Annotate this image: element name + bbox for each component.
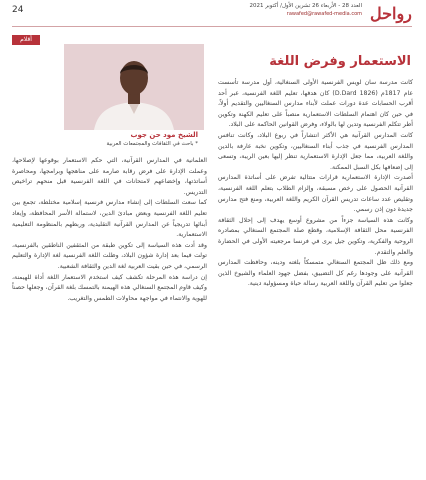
paragraph: العلمانية في المدارس القرآنية، التي حكم الاستعمار بوقوعها لإصلاحها، وعملت الإدارة على فرض رقابة صارمة على مناهجها وبرامجها، ومحاصرة أساتذتها، وإخضاعهم لامتحانات في اللغة الفرنسية قبل منحهم تراخيص التدريس. <box>12 157 207 196</box>
paragraph: كانت مدرسة سان لويس الفرنسية الأولى السنغالية، أول مدرسة تأسست عام 1817م (1826 D.Dard) كان هدفها، تعليم اللغة الفرنسية، عبر أحد أقرب الحسابات عدة دورات عملت لأبناء مدارس السنغاليين والتقديم أولاً، في حين كان اهتمام السلطات الاستعمارية منصباً على تعليم الكهنة وتكوين أطر تتكلم الفرنسية وتدين لها بالولاء، وفرض القوانين الحاكمة على البلاد. <box>218 79 413 129</box>
paragraph: وكانت هذه السياسة جزءاً من مشروع أوسع يهدف إلى إحلال الثقافة الفرنسية محل الثقافة الإسلامية، وقطع صلة المجتمع السنغالي بمصادره الروحية والفكرية، وتكوين جيل يرى في فرنسا مرجعيته الأولى في الحضارة والعلم والتقدم. <box>218 216 413 256</box>
magazine-logo <box>370 3 412 25</box>
issue-line: العدد 28 - الأربعاء 26 تشرين الأول/ أكتوبر 2021 <box>249 3 362 9</box>
paragraph: كانت المدارس القرآنية هي الأكثر انتشاراً في ربوع البلاد، وكانت تنافس المدارس الفرنسية في جذب أبناء السنغاليين، وتكوين نخبة عارفة بالدين واللغة العربية، مما جعل الإدارة الاستعمارية تنظر إليها بعين الريبة، وتسعى إلى إضعافها بكل السبل الممكنة. <box>218 131 413 171</box>
author-name: الشيخ مود حن جوب <box>130 131 198 139</box>
author-role: * باحث في الثقافات والمجتمعات العربية <box>106 141 198 147</box>
article-column-left <box>12 156 207 474</box>
paragraph: ومع ذلك ظل المجتمع السنغالي متمسكاً بلغته ودينه، وحافظت المدارس القرآنية على وجودها رغم كل التضييق، بفضل جهود العلماء والشيوخ الذين جعلوا من تعليم القرآن واللغة العربية رسالة حياة ومسؤولية دينية. <box>218 259 413 288</box>
header-divider <box>12 26 412 27</box>
page-header <box>0 0 426 30</box>
section-tag: أقلام <box>12 35 40 45</box>
author-photo <box>64 44 204 130</box>
paragraph: إن دراسة هذه المرحلة تكشف كيف استخدم الاستعمار اللغة أداة للهيمنة، وكيف قاوم المجتمع السنغالي هذه الهيمنة بالتمسك بلغة القرآن، وجعلها حصناً للهوية والانتماء في مواجهة محاولات الطمس والتغريب. <box>12 273 207 302</box>
page-number: 24 <box>12 5 24 15</box>
author-portrait-icon <box>64 44 204 130</box>
article-column-right <box>218 78 413 474</box>
paragraph: أصدرت الإدارة الاستعمارية قرارات متتالية تفرض على أساتذة المدارس القرآنية الحصول على رخص مسبقة، وإلزام الطلاب بتعلم اللغة الفرنسية، وتقليص عدد ساعات تدريس القرآن الكريم واللغة العربية، ومنع فتح مدارس جديدة دون إذن رسمي. <box>218 174 413 214</box>
author-caption <box>64 130 204 152</box>
paragraph: كما سعت السلطات إلى إنشاء مدارس فرنسية إسلامية مختلطة، تجمع بين تعليم اللغة الفرنسية وبعض مبادئ الدين، لاستمالة الأسر المحافظة، وإبعاد أبنائها تدريجياً عن المدارس القرآنية التقليدية، وربطهم بالمنظومة التعليمية الاستعمارية. <box>12 199 207 239</box>
paragraph: وقد أدت هذه السياسة إلى تكوين طبقة من المثقفين الناطقين بالفرنسية، تولت فيما بعد إدارة شؤون البلاد، وظلت اللغة الفرنسية لغة الإدارة والتعليم الرسمي، في حين بقيت العربية لغة الدين والثقافة الشعبية. <box>12 241 207 270</box>
email-link[interactable]: rawafed@rawafed-media.com <box>286 11 362 17</box>
article-title: الاستعمار وفرض اللغة <box>269 54 411 69</box>
logo-text: رواحل <box>370 4 412 23</box>
